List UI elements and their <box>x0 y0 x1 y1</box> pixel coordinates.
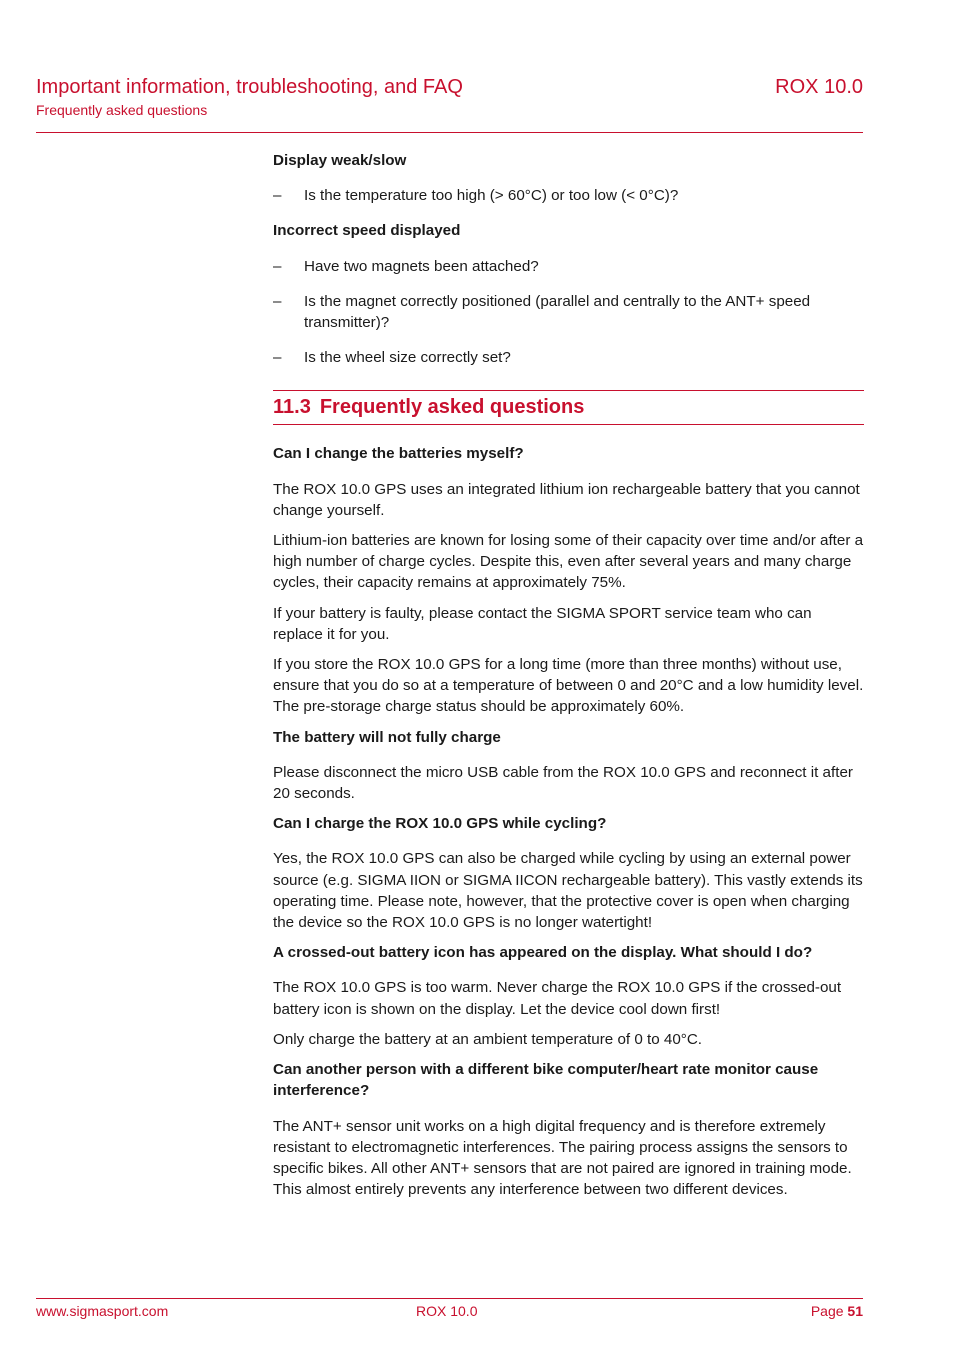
product-name: ROX 10.0 <box>775 76 863 98</box>
list-item-text: Have two magnets been attached? <box>304 257 539 275</box>
chapter-title: Important information, troubleshooting, and FAQ <box>36 76 463 98</box>
troubleshooting-heading: Incorrect speed displayed <box>273 222 461 240</box>
list-item-text: Is the wheel size correctly set? <box>304 349 511 367</box>
faq-item <box>273 727 864 805</box>
list-item <box>273 347 864 368</box>
list-item-text: Is the temperature too high (> 60°C) or too low (< 0°C)? <box>304 187 679 205</box>
faq-question: Can I change the batteries myself? <box>273 445 524 463</box>
list-item <box>273 256 864 277</box>
faq-item <box>273 942 864 1050</box>
faq-answer: The ROX 10.0 GPS uses an integrated lithium ion rechargeable battery that you cannot change yourself. <box>273 480 860 519</box>
troubleshooting-block <box>273 220 864 368</box>
faq-item <box>273 1059 864 1200</box>
faq-answer: Lithium-ion batteries are known for losing some of their capacity over time and/or after a high number of charge cycles. Despite this, even after several years and many charge cycles, their capacity remains at approximately 75%. <box>273 532 864 592</box>
faq-answer: The ROX 10.0 GPS is too warm. Never charge the ROX 10.0 GPS if the crossed-out battery icon is shown on the display. Let the device cool down first! <box>273 979 842 1018</box>
faq-item <box>273 443 864 717</box>
header-divider <box>36 132 863 133</box>
faq-answer: The ANT+ sensor unit works on a high digital frequency and is therefore extremely resistant to electromagnetic interferences. The pairing process assigns the sensors to specific bikes. All other ANT+ sensors that are not paired are ignored in training mode. This almost entirely prevents any interference between two different devices. <box>273 1117 852 1199</box>
section-heading <box>273 390 864 425</box>
list-item <box>273 291 864 333</box>
faq-question: Can I charge the ROX 10.0 GPS while cycling? <box>273 815 607 833</box>
faq-answer: Please disconnect the micro USB cable from the ROX 10.0 GPS and reconnect it after 20 seconds. <box>273 763 853 803</box>
troubleshooting-heading: Display weak/slow <box>273 152 407 169</box>
page-content <box>273 150 864 1209</box>
faq-question: A crossed-out battery icon has appeared on the display. What should I do? <box>273 944 813 962</box>
faq-question: The battery will not fully charge <box>273 728 501 746</box>
page-number-value: 51 <box>847 1303 863 1319</box>
faq-answer: If you store the ROX 10.0 GPS for a long time (more than three months) without use, ensure that you do so at a temperature of between 0 and 20°C and a low humidity level. The pre-storage charge status should be approximately 60%. <box>273 656 864 716</box>
faq-answer: Yes, the ROX 10.0 GPS can also be charged while cycling by using an external power source (e.g. SIGMA IION or SIGMA IICON rechargeable battery). This vastly extends its operating time. Please note, however, that the protective cover is open when charging the device so the ROX 10.0 GPS is no longer watertight! <box>273 850 863 932</box>
bullet-dash: – <box>273 349 282 367</box>
footer-divider <box>36 1298 863 1299</box>
troubleshooting-block <box>273 150 864 206</box>
website-link[interactable]: www.sigmasport.com <box>36 1303 169 1319</box>
list-item-text: Is the magnet correctly positioned (parallel and centrally to the ANT+ speed transmitter)? <box>304 292 811 332</box>
section-number: 11.3 <box>273 396 311 419</box>
page-number <box>811 1303 863 1319</box>
page-label: Page <box>810 1303 844 1319</box>
bullet-dash: – <box>273 292 282 310</box>
footer-product-name: ROX 10.0 <box>416 1303 478 1319</box>
section-title: Frequently asked questions <box>319 396 585 419</box>
chapter-subtitle: Frequently asked questions <box>36 102 208 118</box>
bullet-dash: – <box>273 187 282 205</box>
faq-answer: Only charge the battery at an ambient temperature of 0 to 40°C. <box>273 1030 703 1048</box>
faq-answer: If your battery is faulty, please contact the SIGMA SPORT service team who can replace it for you. <box>273 604 812 643</box>
bullet-dash: – <box>273 257 282 275</box>
faq-item <box>273 813 864 933</box>
faq-question: Can another person with a different bike computer/heart rate monitor cause interference? <box>273 1061 819 1100</box>
list-item <box>273 185 864 206</box>
